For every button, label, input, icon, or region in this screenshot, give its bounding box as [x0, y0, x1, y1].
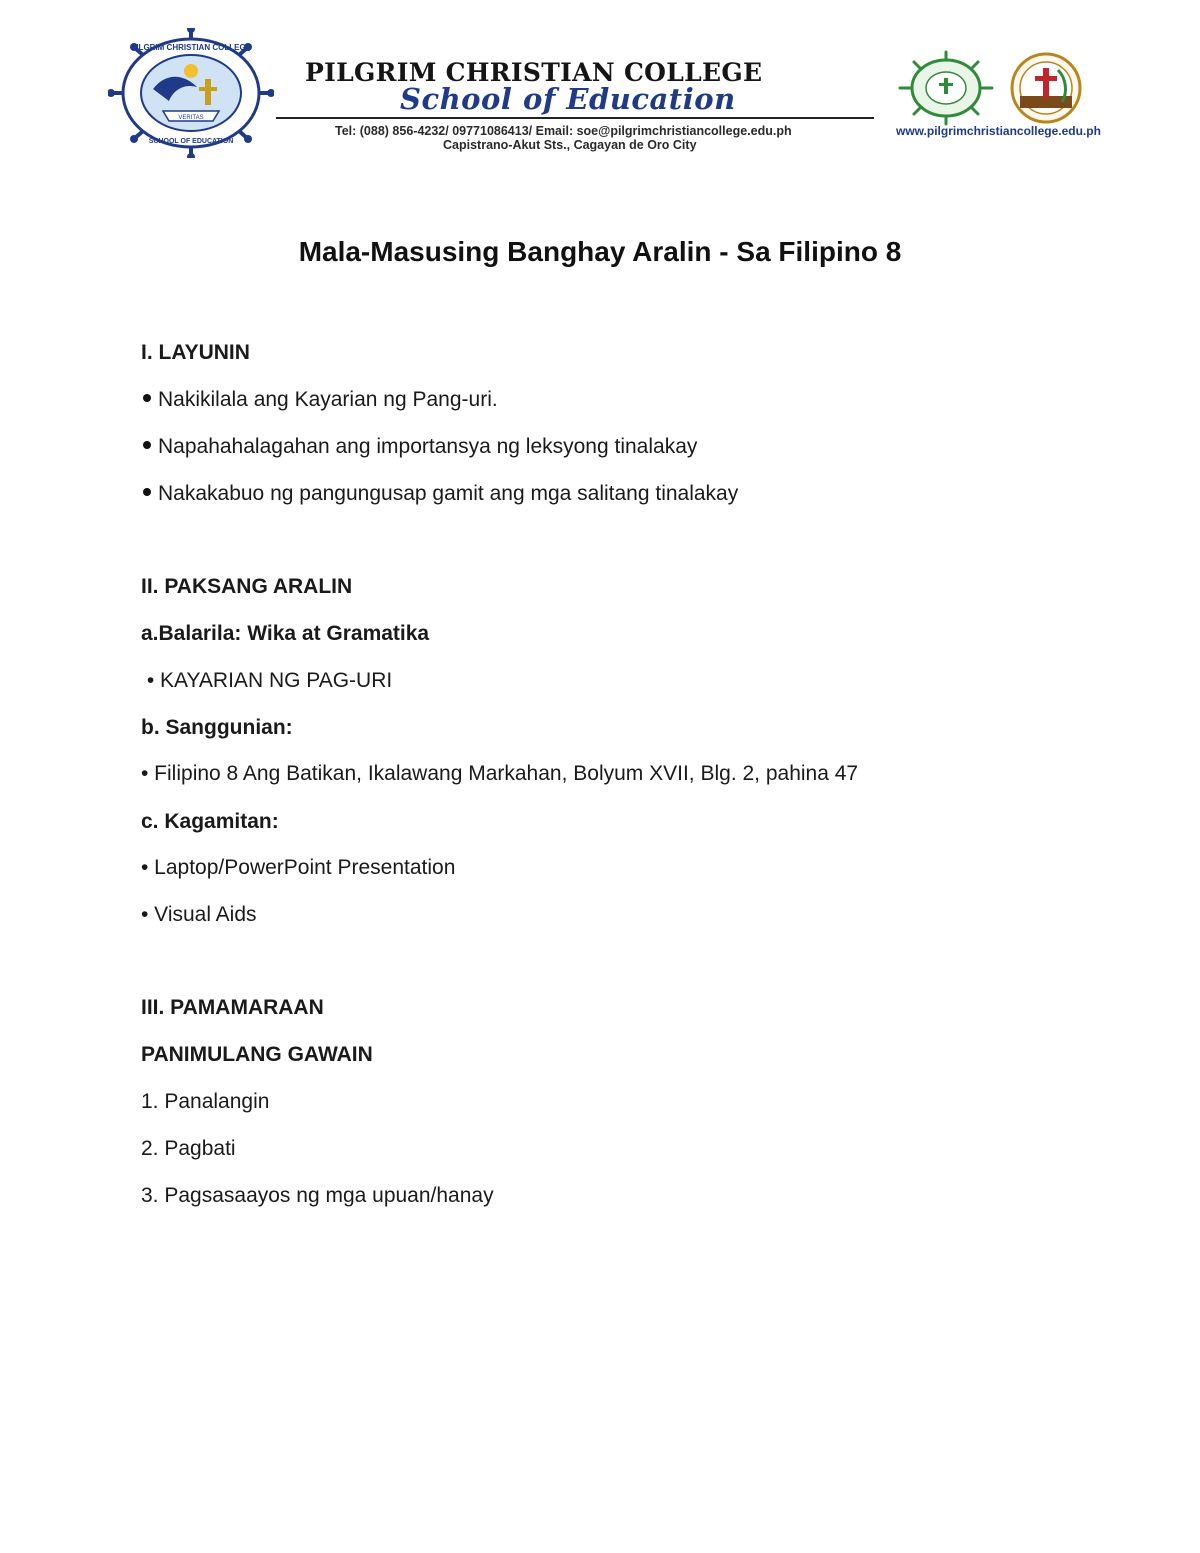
objective-text: Napahahalagahan ang importansya ng leksyong tinalakay: [158, 435, 698, 458]
seal-ring-text-bottom: SCHOOL OF EDUCATION: [148, 138, 234, 145]
section-3-subheading: PANIMULANG GAWAIN: [141, 1043, 373, 1066]
header-divider: [276, 117, 874, 119]
objective-text: Nakakabuo ng pangungusap gamit ang mga salitang tinalakay: [158, 482, 739, 505]
college-seal-logo: [108, 28, 274, 158]
objective-text: Nakikilala ang Kayarian ng Pang-uri.: [158, 388, 498, 411]
procedure-step: 3. Pagsasaayos ng mga upuan/hanay: [141, 1184, 494, 1207]
bullet-icon: [143, 488, 151, 496]
section-3-heading: III. PAMAMARAAN: [141, 996, 324, 1019]
objective-item: [141, 435, 697, 459]
anniversary-logo: [896, 50, 1000, 126]
website-link[interactable]: www.pilgrimchristiancollege.edu.ph: [896, 124, 1101, 138]
materials-item: • Laptop/PowerPoint Presentation: [141, 856, 456, 879]
bullet-icon: [143, 441, 151, 449]
bullet-icon: [143, 394, 151, 402]
objective-item: [141, 388, 498, 412]
contact-line-2: Capistrano-Akut Sts., Cagayan de Oro City: [443, 138, 697, 152]
subsection-a-item: • KAYARIAN NG PAG-URI: [141, 669, 393, 692]
subsection-b-item: • Filipino 8 Ang Batikan, Ikalawang Markahan, Bolyum XVII, Blg. 2, pahina 47: [141, 762, 859, 785]
subsection-c-heading: c. Kagamitan:: [141, 810, 279, 833]
document-title: Mala-Masusing Banghay Aralin - Sa Filipino 8: [298, 236, 902, 267]
subsection-b-heading: b. Sanggunian:: [141, 716, 293, 739]
objective-item: [141, 482, 738, 506]
procedure-step: 2. Pagbati: [141, 1137, 236, 1160]
seal-motto: VERITAS: [178, 115, 204, 121]
section-1-heading: I. LAYUNIN: [141, 341, 250, 364]
section-2-heading: II. PAKSANG ARALIN: [141, 575, 353, 598]
college-name: PILGRIM CHRISTIAN COLLEGE: [305, 58, 763, 87]
church-logo: [1000, 50, 1092, 126]
subsection-a-heading: a.Balarila: Wika at Gramatika: [141, 622, 430, 645]
contact-line-1: Tel: (088) 856-4232/ 09771086413/ Email: soe@pilgrimchristiancollege.edu.ph: [335, 124, 792, 138]
seal-ring-text-top: PILGRIM CHRISTIAN COLLEGE: [131, 43, 251, 52]
materials-item: • Visual Aids: [141, 903, 257, 926]
school-name: School of Education: [400, 82, 736, 116]
procedure-step: 1. Panalangin: [141, 1090, 270, 1113]
